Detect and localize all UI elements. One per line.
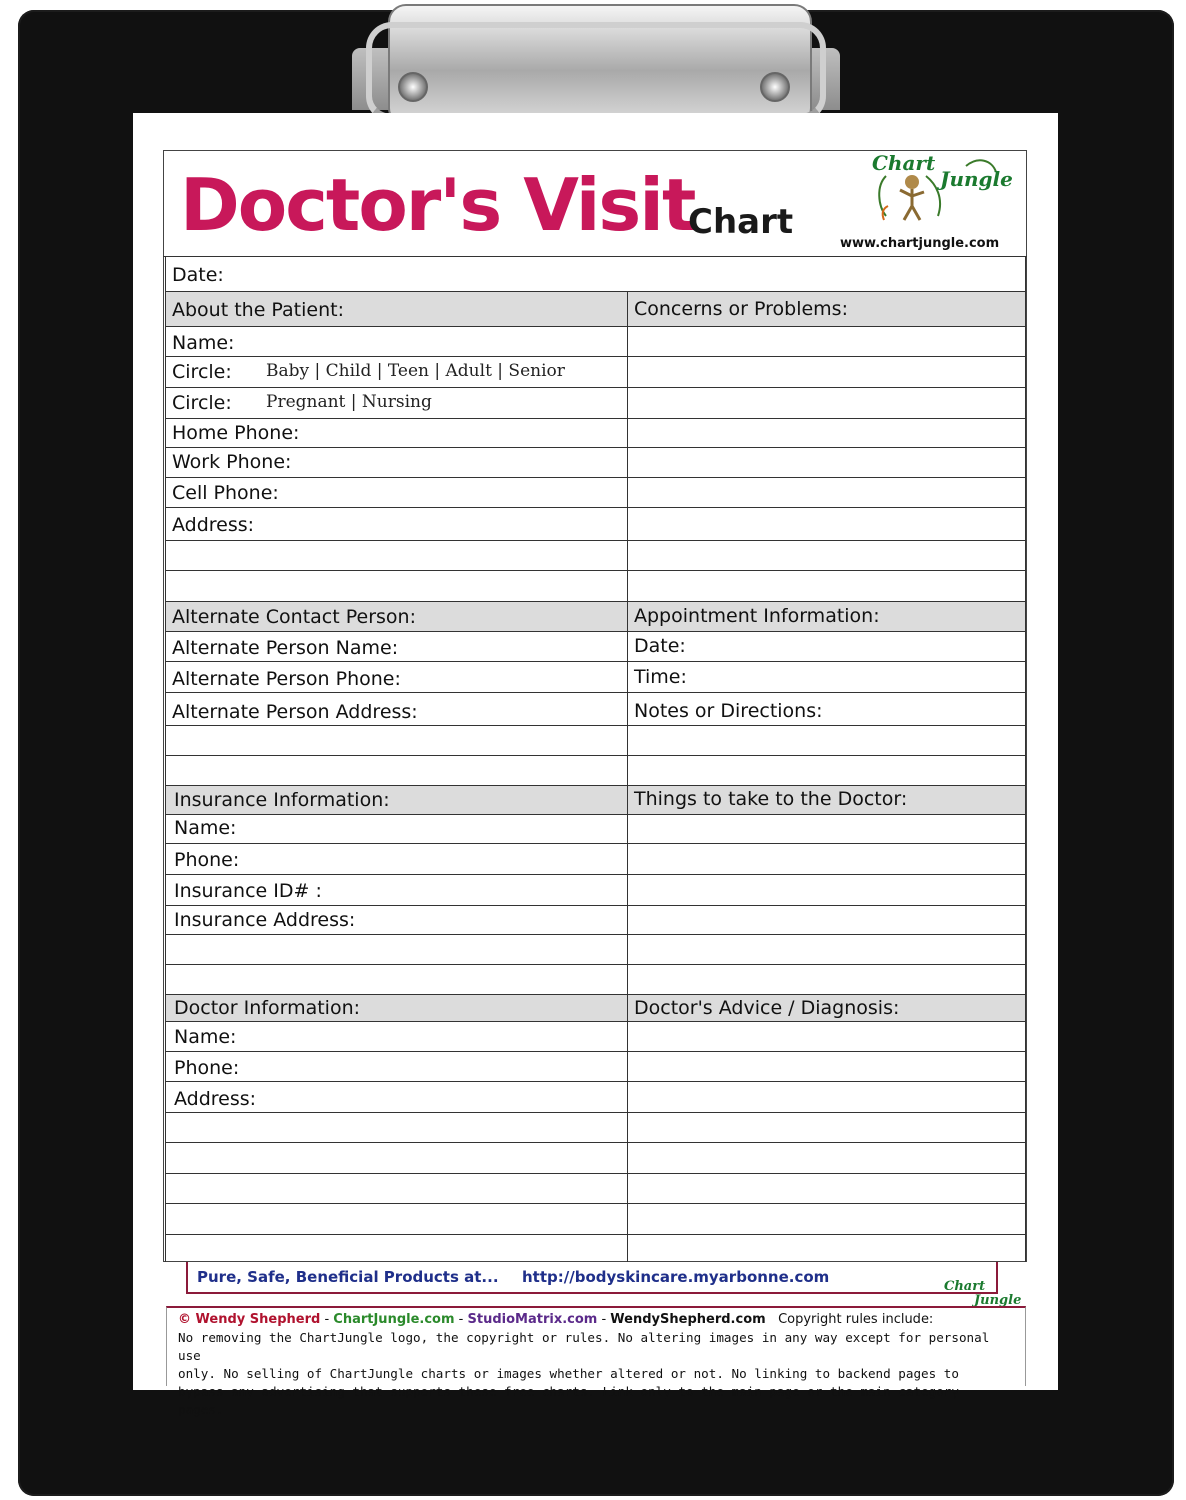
insurance-address-label: Insurance Address:	[174, 909, 356, 931]
work-phone-label: Work Phone:	[172, 451, 292, 473]
date-label: Date:	[172, 264, 224, 286]
row-rule	[165, 843, 1026, 844]
row-rule	[165, 785, 1026, 786]
rules-line: No removing the ChartJungle logo, the copyright or rules. No altering images in any way except for personal use	[178, 1330, 990, 1363]
row-rule	[165, 1112, 1026, 1113]
alternate-contact-heading: Alternate Contact Person:	[172, 606, 416, 628]
rivet-icon	[398, 72, 428, 102]
site-url: www.chartjungle.com	[840, 236, 1000, 251]
advice-heading: Doctor's Advice / Diagnosis:	[634, 997, 900, 1019]
row-rule	[165, 934, 1026, 935]
row-rule	[165, 1142, 1026, 1143]
row-rule	[165, 1021, 1026, 1022]
copyright-owner: © Wendy Shepherd	[178, 1312, 321, 1327]
row-rule	[165, 1203, 1026, 1204]
row-rule	[165, 994, 1026, 995]
mini-logo-chart: Chart	[944, 1279, 986, 1294]
row-rule	[165, 1051, 1026, 1052]
chartjungle-link[interactable]: ChartJungle.com	[333, 1312, 455, 1327]
insurance-heading: Insurance Information:	[174, 789, 390, 811]
notes-label: Notes or Directions:	[634, 700, 823, 722]
row-rule	[165, 874, 1026, 875]
mini-logo	[944, 1280, 1021, 1308]
clip-wire	[366, 22, 826, 122]
appointment-date-label: Date:	[634, 635, 686, 657]
separator: -	[454, 1312, 468, 1327]
row-rule	[165, 725, 1026, 726]
age-circle-label: Circle:	[172, 361, 232, 383]
row-rule	[165, 661, 1026, 662]
mini-logo-jungle: Jungle	[974, 1293, 1022, 1308]
appointment-heading: Appointment Information:	[634, 605, 880, 627]
row-rule	[165, 631, 1026, 632]
separator: -	[320, 1312, 334, 1327]
alternate-name-label: Alternate Person Name:	[172, 637, 399, 659]
copyright-rules	[178, 1329, 1008, 1419]
rules-line: bypass any advertising that supports these free charts. Link only to the main page or the main category pages.	[178, 1384, 959, 1417]
cell-phone-label: Cell Phone:	[172, 482, 279, 504]
row-rule	[165, 291, 1026, 292]
rules-line: only. No selling of ChartJungle charts or images whether altered or not. No linking to backend pages to	[178, 1366, 959, 1381]
row-rule	[163, 256, 1027, 257]
row-rule	[165, 326, 1026, 327]
studiomatrix-link[interactable]: StudioMatrix.com	[467, 1312, 598, 1327]
row-rule	[165, 1173, 1026, 1174]
insurance-id-label: Insurance ID# :	[174, 880, 322, 902]
insurance-phone-label: Phone:	[174, 849, 240, 871]
page-subtitle: Chart	[688, 202, 794, 242]
doctor-address-label: Address:	[174, 1088, 257, 1110]
column-rule	[165, 256, 166, 1262]
row-rule	[165, 755, 1026, 756]
chartjungle-logo	[866, 146, 1013, 228]
promo-text: Pure, Safe, Beneficial Products at...	[197, 1268, 499, 1286]
patient-name-label: Name:	[172, 332, 235, 354]
row-rule	[165, 477, 1026, 478]
address-label: Address:	[172, 514, 255, 536]
row-rule	[165, 1081, 1026, 1082]
row-rule	[165, 905, 1026, 906]
doctor-heading: Doctor Information:	[174, 997, 361, 1019]
status-circle-label: Circle:	[172, 392, 232, 414]
row-rule	[165, 964, 1026, 965]
rivet-icon	[760, 72, 790, 102]
row-rule	[165, 507, 1026, 508]
home-phone-label: Home Phone:	[172, 422, 300, 444]
things-heading: Things to take to the Doctor:	[634, 788, 908, 810]
appointment-time-label: Time:	[634, 666, 687, 688]
logo-word-chart: Chart	[872, 151, 936, 175]
alternate-address-label: Alternate Person Address:	[172, 701, 418, 723]
alternate-phone-label: Alternate Person Phone:	[172, 668, 401, 690]
doctor-name-label: Name:	[174, 1026, 237, 1048]
row-rule	[165, 814, 1026, 815]
row-rule	[165, 570, 1026, 571]
row-rule	[165, 540, 1026, 541]
rules-intro: Copyright rules include:	[765, 1312, 934, 1327]
page-title: Doctor's Visit	[180, 163, 695, 247]
credit-line	[178, 1311, 933, 1329]
concerns-heading: Concerns or Problems:	[634, 298, 848, 320]
wendyshepherd-link[interactable]: WendyShepherd.com	[610, 1312, 766, 1327]
separator: -	[597, 1312, 611, 1327]
row-rule	[165, 356, 1026, 357]
doctor-phone-label: Phone:	[174, 1057, 240, 1079]
logo-word-jungle: Jungle	[940, 167, 1013, 191]
row-rule	[165, 447, 1026, 448]
status-options: Pregnant | Nursing	[266, 392, 432, 412]
patient-heading: About the Patient:	[172, 299, 344, 321]
column-rule	[1025, 256, 1026, 1262]
promo-link[interactable]: http://bodyskincare.myarbonne.com	[522, 1268, 830, 1286]
row-rule	[165, 601, 1026, 602]
row-rule	[165, 418, 1026, 419]
row-rule	[165, 387, 1026, 388]
age-options: Baby | Child | Teen | Adult | Senior	[266, 361, 565, 381]
column-divider	[627, 291, 628, 1262]
row-rule	[165, 1234, 1026, 1235]
row-rule	[165, 692, 1026, 693]
insurance-name-label: Name:	[174, 817, 237, 839]
